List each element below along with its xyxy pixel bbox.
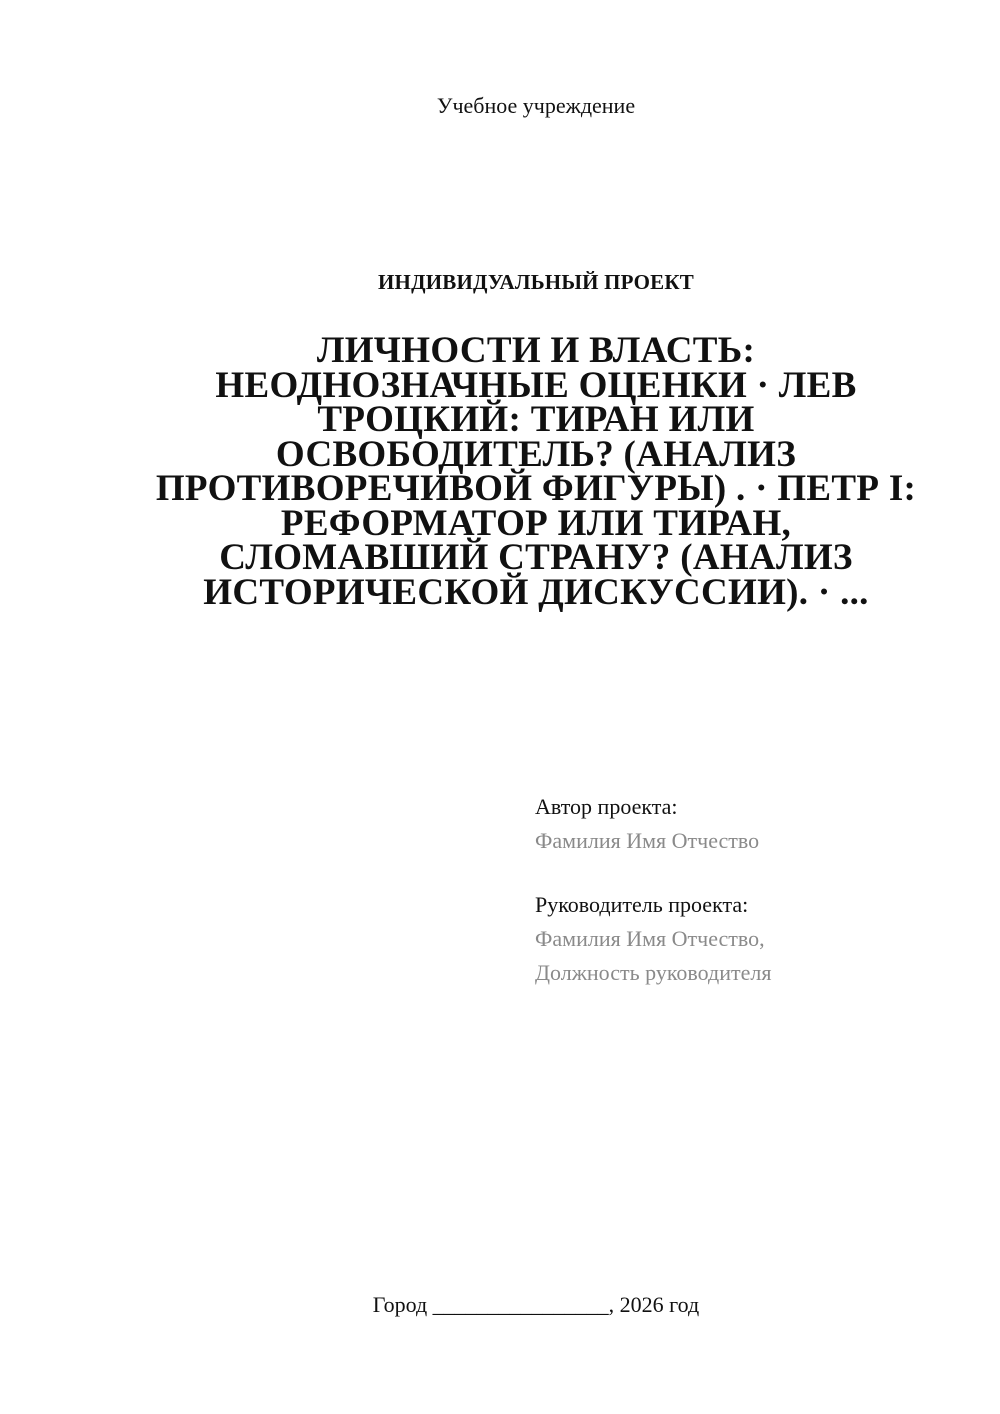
project-type-label: ИНДИВИДУАЛЬНЫЙ ПРОЕКТ [378,270,694,294]
author-name-placeholder: Фамилия Имя Отчество [535,828,760,853]
project-title: ЛИЧНОСТИ И ВЛАСТЬ: НЕОДНОЗНАЧНЫЕ ОЦЕНКИ · ЛЕВ ТРОЦКИЙ: ТИРАН ИЛИ ОСВОБОДИТЕЛЬ? (АНАЛИЗ ПРОТИВОРЕЧИВОЙ ФИГУРЫ) . · ПЕТР I: РЕФОРМАТОР ИЛИ ТИРАН, СЛОМАВШИЙ СТРАНУ? (АНАЛИЗ ИСТОРИЧЕСКОЙ ДИСКУССИИ). · ... [155,330,917,613]
supervisor-label: Руководитель проекта: [535,892,749,917]
supervisor-position-placeholder: Должность руководителя [535,960,772,985]
project-people-block [535,790,955,990]
city-year-line: Город ________________, 2026 год [372,1292,700,1317]
spacer [535,858,955,888]
institution-name: Учебное учреждение [436,93,636,118]
supervisor-name-placeholder: Фамилия Имя Отчество, [535,926,765,951]
author-label: Автор проекта: [535,794,678,819]
